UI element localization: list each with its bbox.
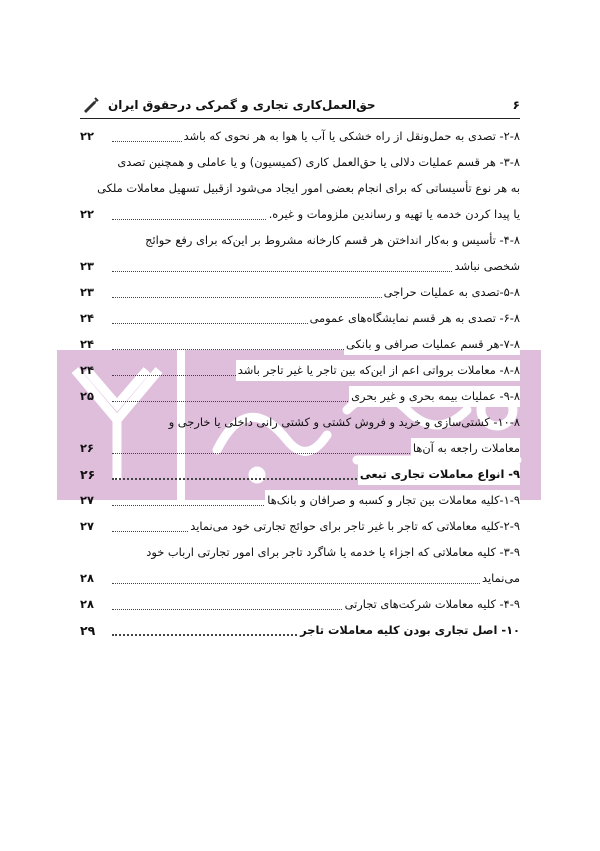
toc-entry-text: ۴-۹- کلیه معاملات شرکت‌های تجارتی: [343, 594, 520, 615]
running-title: [80, 95, 376, 115]
toc-entry-line: [80, 230, 520, 251]
dot-leader: [112, 583, 520, 584]
toc-page-number: ۲۳: [80, 259, 94, 273]
page-header: [80, 92, 520, 118]
toc-entry-text: ۵-۸-تصدی به عملیات حراجی: [382, 282, 520, 303]
toc-entry-text: ۹- انواع معاملات تجاری تبعی: [358, 464, 520, 485]
toc-page-number: ۲۲: [80, 207, 94, 221]
toc-entry-line: [80, 152, 520, 173]
toc-entry-line: [80, 282, 520, 303]
toc-entry-text: یا پیدا کردن خدمه یا تهیه و رساندین ملزومات و غیره.: [267, 204, 520, 225]
toc-page-number: ۲۷: [80, 519, 94, 533]
toc-page-number: ۲۵: [80, 389, 94, 403]
toc-entry-text: ۱۰-۸- کشتی‌سازی و خرید و فروش کشتی و کشتی رانی داخلی یا خارجی و: [168, 415, 520, 429]
toc-page-number: ۲۶: [80, 441, 94, 455]
toc-entry-line: [80, 594, 520, 615]
toc-entry-line: [80, 308, 520, 329]
toc-entry-line: [80, 620, 520, 641]
toc-entry-text: ۱-۹-کلیه معاملات بین تجار و کسبه و صرافان و بانک‌ها: [265, 490, 520, 511]
toc-entry-text: ۷-۸-هر قسم عملیات صرافی و بانکی: [344, 334, 520, 355]
toc-entry-text: می‌نماید: [480, 568, 520, 589]
toc-entry-line: [80, 386, 520, 407]
toc-page-number: ۲۴: [80, 311, 94, 325]
page-number: ۶: [512, 98, 520, 112]
toc-entry-line: [80, 516, 520, 537]
toc-entry-line: [80, 126, 520, 147]
toc-entry-text: ۹-۸- عملیات بیمه بحری و غیر بحری: [349, 386, 520, 407]
toc-page-number: ۲۴: [80, 337, 94, 351]
toc-page-number: ۲۷: [80, 493, 94, 507]
header-rule: [80, 118, 520, 119]
toc-entry-line: [80, 360, 520, 381]
toc-page-number: ۲۲: [80, 129, 94, 143]
toc-page-number: ۲۸: [80, 597, 94, 611]
toc-entry-line: [80, 334, 520, 355]
toc-entry-text: ۳-۹- کلیه معاملاتی که اجزاء یا خدمه یا شاگرد تاجر برای امور تجارتی ارباب خود: [146, 545, 520, 559]
toc-entry-line: [80, 490, 520, 511]
toc-entry-line: [80, 178, 520, 199]
toc-entry-text: ۸-۸- معاملات برواتی اعم از این‌که بین تاجر یا غیر تاجر باشد: [236, 360, 520, 381]
toc-entry-line: [80, 256, 520, 277]
toc-entry-text: به هر نوع تأسیساتی که برای انجام بعضی امور ایجاد می‌شود ازقبیل تسهیل معاملات ملکی: [97, 181, 520, 195]
pen-icon: [80, 95, 100, 115]
table-of-contents: [80, 126, 520, 646]
toc-entry-line: [80, 464, 520, 485]
toc-entry-text: ۱۰- اصل تجاری بودن کلیه معاملات تاجر: [298, 620, 520, 641]
toc-entry-line: [80, 542, 520, 563]
toc-page-number: ۲۹: [80, 623, 96, 638]
toc-page-number: ۲۳: [80, 285, 94, 299]
toc-entry-text: شخصی نباشد: [453, 256, 521, 277]
toc-entry-line: [80, 568, 520, 589]
toc-entry-line: [80, 204, 520, 225]
toc-entry-text: ۶-۸- تصدی به هر قسم نمایشگاه‌های عمومی: [308, 308, 520, 329]
toc-page-number: ۲۴: [80, 363, 94, 377]
toc-page-number: ۲۸: [80, 571, 94, 585]
toc-entry-text: ۳-۸- هر قسم عملیات دلالی یا حق‌العمل کاری (کمیسیون) و یا عاملی و همچنین تصدی: [117, 155, 520, 169]
toc-entry-line: [80, 412, 520, 433]
toc-entry-text: ۲-۸- تصدی به حمل‌ونقل از راه خشکی یا آب یا هوا به هر نحوی که باشد: [182, 126, 520, 147]
toc-entry-text: ۲-۹-کلیه معاملاتی که تاجر با غیر تاجر برای حوائج تجارتی خود می‌نماید: [188, 516, 520, 537]
toc-entry-text: معاملات راجعه به آن‌ها: [411, 438, 520, 459]
toc-page-number: ۲۶: [80, 467, 96, 482]
running-title-text: حق‌العمل‌کاری تجاری و گمرکی درحقوق ایران: [108, 98, 376, 112]
toc-entry-text: ۴-۸- تأسیس و به‌کار انداختن هر قسم کارخانه مشروط بر این‌که برای رفع حوائج: [145, 233, 520, 247]
toc-entry-line: [80, 438, 520, 459]
